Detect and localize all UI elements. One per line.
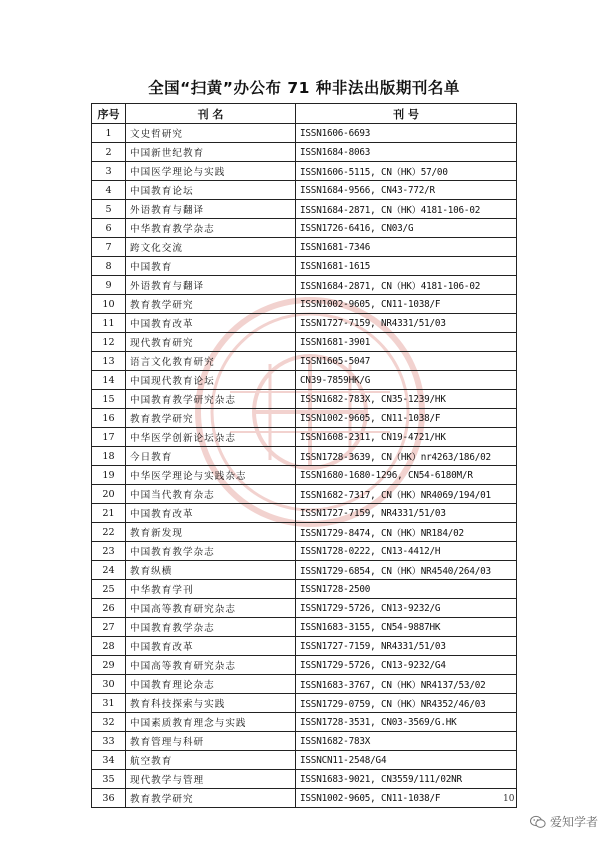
row-number-cell: 31 <box>92 694 126 713</box>
row-number-cell: 23 <box>92 542 126 561</box>
issn-cell: ISSN1683-9021, CN3559/111/02NR <box>296 770 517 789</box>
issn-cell: ISSN1606-5115, CN（HK）57/00 <box>296 162 517 181</box>
periodical-title-cell: 跨文化交流 <box>126 238 296 257</box>
row-number-cell: 3 <box>92 162 126 181</box>
periodical-title-cell: 中国现代教育论坛 <box>126 371 296 390</box>
periodical-title-cell: 语言文化教育研究 <box>126 352 296 371</box>
row-number-cell: 14 <box>92 371 126 390</box>
table-header-row <box>92 104 517 124</box>
table-row <box>92 181 517 200</box>
table-row <box>92 124 517 143</box>
row-number-cell: 13 <box>92 352 126 371</box>
table-row <box>92 675 517 694</box>
table-row <box>92 580 517 599</box>
table-row <box>92 656 517 675</box>
periodical-title-cell: 文史哲研究 <box>126 124 296 143</box>
issn-cell: ISSN1002-9605, CN11-1038/F <box>296 295 517 314</box>
periodical-title-cell: 教育新发现 <box>126 523 296 542</box>
row-number-cell: 4 <box>92 181 126 200</box>
issn-cell: ISSN1680-1680-1296, CN54-6180M/R <box>296 466 517 485</box>
table-row <box>92 504 517 523</box>
periodical-title-cell: 教育教学研究 <box>126 789 296 808</box>
periodical-title-cell: 中国医学理论与实践 <box>126 162 296 181</box>
issn-cell: ISSN1605-5047 <box>296 352 517 371</box>
periodical-title-cell: 航空教育 <box>126 751 296 770</box>
table-row <box>92 561 517 580</box>
row-number-cell: 5 <box>92 200 126 219</box>
issn-cell: ISSN1682-7317, CN（HK）NR4069/194/01 <box>296 485 517 504</box>
periodical-title-cell: 中国素质教育理念与实践 <box>126 713 296 732</box>
issn-cell: ISSN1681-7346 <box>296 238 517 257</box>
issn-cell: ISSN1729-0759, CN（HK）NR4352/46/03 <box>296 694 517 713</box>
issn-cell: ISSN1002-9605, CN11-1038/F <box>296 789 517 808</box>
column-header-issn: 刊 号 <box>296 104 517 124</box>
illegal-periodicals-table <box>91 103 517 808</box>
issn-cell: ISSN1729-5726, CN13-9232/G4 <box>296 656 517 675</box>
row-number-cell: 22 <box>92 523 126 542</box>
periodical-title-cell: 中国新世纪教育 <box>126 143 296 162</box>
table-row <box>92 219 517 238</box>
issn-cell: ISSN1729-6854, CN（HK）NR4540/264/03 <box>296 561 517 580</box>
table-row <box>92 770 517 789</box>
table-row <box>92 390 517 409</box>
table-row <box>92 542 517 561</box>
row-number-cell: 18 <box>92 447 126 466</box>
row-number-cell: 29 <box>92 656 126 675</box>
issn-cell: ISSN1681-3901 <box>296 333 517 352</box>
issn-cell: ISSNCN11-2548/G4 <box>296 751 517 770</box>
issn-cell: ISSN1681-1615 <box>296 257 517 276</box>
row-number-cell: 25 <box>92 580 126 599</box>
row-number-cell: 36 <box>92 789 126 808</box>
row-number-cell: 15 <box>92 390 126 409</box>
periodical-title-cell: 外语教育与翻译 <box>126 276 296 295</box>
wechat-icon <box>530 815 546 829</box>
watermark-text: 爱知学者 <box>549 815 598 829</box>
issn-cell: ISSN1729-8474, CN（HK）NR184/02 <box>296 523 517 542</box>
periodical-title-cell: 中华医学创新论坛杂志 <box>126 428 296 447</box>
row-number-cell: 24 <box>92 561 126 580</box>
periodical-title-cell: 现代教学与管理 <box>126 770 296 789</box>
table-row <box>92 428 517 447</box>
table-row <box>92 713 517 732</box>
table-row <box>92 789 517 808</box>
table-row <box>92 295 517 314</box>
issn-cell: ISSN1727-7159, NR4331/51/03 <box>296 314 517 333</box>
row-number-cell: 1 <box>92 124 126 143</box>
page-title: 全国“扫黄”办公布 71 种非法出版期刊名单 <box>148 79 460 97</box>
row-number-cell: 2 <box>92 143 126 162</box>
periodical-title-cell: 中国教育教学研究杂志 <box>126 390 296 409</box>
row-number-cell: 8 <box>92 257 126 276</box>
issn-cell: ISSN1682-783X <box>296 732 517 751</box>
row-number-cell: 33 <box>92 732 126 751</box>
periodical-title-cell: 教育管理与科研 <box>126 732 296 751</box>
table-row <box>92 485 517 504</box>
table-row <box>92 162 517 181</box>
issn-cell: ISSN1684-2871, CN（HK）4181-106-02 <box>296 276 517 295</box>
periodical-title-cell: 中国高等教育研究杂志 <box>126 656 296 675</box>
table-row <box>92 447 517 466</box>
periodical-title-cell: 中华医学理论与实践杂志 <box>126 466 296 485</box>
issn-cell: CN39-7859HK/G <box>296 371 517 390</box>
row-number-cell: 12 <box>92 333 126 352</box>
issn-cell: ISSN1728-3531, CN03-3569/G.HK <box>296 713 517 732</box>
issn-cell: ISSN1684-9566, CN43-772/R <box>296 181 517 200</box>
issn-cell: ISSN1002-9605, CN11-1038/F <box>296 409 517 428</box>
issn-cell: ISSN1728-3639, CN（HK）nr4263/186/02 <box>296 447 517 466</box>
page-number: 10 <box>503 794 515 804</box>
row-number-cell: 17 <box>92 428 126 447</box>
table-row <box>92 618 517 637</box>
issn-cell: ISSN1727-7159, NR4331/51/03 <box>296 504 517 523</box>
table-row <box>92 466 517 485</box>
table-row <box>92 523 517 542</box>
periodical-title-cell: 中国教育教学杂志 <box>126 542 296 561</box>
row-number-cell: 30 <box>92 675 126 694</box>
table-row <box>92 409 517 428</box>
issn-cell: ISSN1726-6416, CN03/G <box>296 219 517 238</box>
table-row <box>92 200 517 219</box>
table-row <box>92 694 517 713</box>
periodical-title-cell: 教育纵横 <box>126 561 296 580</box>
row-number-cell: 27 <box>92 618 126 637</box>
row-number-cell: 9 <box>92 276 126 295</box>
row-number-cell: 32 <box>92 713 126 732</box>
periodical-title-cell: 中华教育教学杂志 <box>126 219 296 238</box>
table-row <box>92 257 517 276</box>
periodical-title-cell: 中国教育改革 <box>126 314 296 333</box>
column-header-title: 刊 名 <box>126 104 296 124</box>
row-number-cell: 10 <box>92 295 126 314</box>
issn-cell: ISSN1684-2871, CN（HK）4181-106-02 <box>296 200 517 219</box>
row-number-cell: 21 <box>92 504 126 523</box>
table-row <box>92 143 517 162</box>
table-row <box>92 352 517 371</box>
table-row <box>92 599 517 618</box>
table-row <box>92 751 517 770</box>
table-row <box>92 732 517 751</box>
issn-cell: ISSN1608-2311, CN19-4721/HK <box>296 428 517 447</box>
row-number-cell: 26 <box>92 599 126 618</box>
periodical-title-cell: 中国教育教学杂志 <box>126 618 296 637</box>
issn-cell: ISSN1728-2500 <box>296 580 517 599</box>
wechat-watermark <box>530 813 598 830</box>
table-row <box>92 637 517 656</box>
issn-cell: ISSN1684-8063 <box>296 143 517 162</box>
issn-cell: ISSN1729-5726, CN13-9232/G <box>296 599 517 618</box>
periodical-title-cell: 中国高等教育研究杂志 <box>126 599 296 618</box>
periodical-title-cell: 中国教育改革 <box>126 504 296 523</box>
issn-cell: ISSN1727-7159, NR4331/51/03 <box>296 637 517 656</box>
periodical-title-cell: 中国教育 <box>126 257 296 276</box>
issn-cell: ISSN1683-3155, CN54-9887HK <box>296 618 517 637</box>
issn-cell: ISSN1683-3767, CN（HK）NR4137/53/02 <box>296 675 517 694</box>
periodical-title-cell: 现代教育研究 <box>126 333 296 352</box>
issn-cell: ISSN1728-0222, CN13-4412/H <box>296 542 517 561</box>
issn-cell: ISSN1606-6693 <box>296 124 517 143</box>
row-number-cell: 7 <box>92 238 126 257</box>
periodical-title-cell: 中国教育理论杂志 <box>126 675 296 694</box>
row-number-cell: 35 <box>92 770 126 789</box>
periodical-title-cell: 教育教学研究 <box>126 295 296 314</box>
table-row <box>92 238 517 257</box>
table-row <box>92 333 517 352</box>
issn-cell: ISSN1682-783X, CN35-1239/HK <box>296 390 517 409</box>
periodical-title-cell: 中国教育改革 <box>126 637 296 656</box>
row-number-cell: 34 <box>92 751 126 770</box>
periodical-title-cell: 中华教育学刊 <box>126 580 296 599</box>
periodical-title-cell: 教育科技探索与实践 <box>126 694 296 713</box>
periodical-title-cell: 教育教学研究 <box>126 409 296 428</box>
periodical-title-cell: 中国当代教育杂志 <box>126 485 296 504</box>
row-number-cell: 6 <box>92 219 126 238</box>
row-number-cell: 11 <box>92 314 126 333</box>
row-number-cell: 16 <box>92 409 126 428</box>
periodical-title-cell: 中国教育论坛 <box>126 181 296 200</box>
periodical-title-cell: 今日教育 <box>126 447 296 466</box>
periodical-title-cell: 外语教育与翻译 <box>126 200 296 219</box>
table-row <box>92 276 517 295</box>
row-number-cell: 28 <box>92 637 126 656</box>
table-row <box>92 314 517 333</box>
table-row <box>92 371 517 390</box>
column-header-number: 序号 <box>92 104 126 124</box>
row-number-cell: 20 <box>92 485 126 504</box>
row-number-cell: 19 <box>92 466 126 485</box>
